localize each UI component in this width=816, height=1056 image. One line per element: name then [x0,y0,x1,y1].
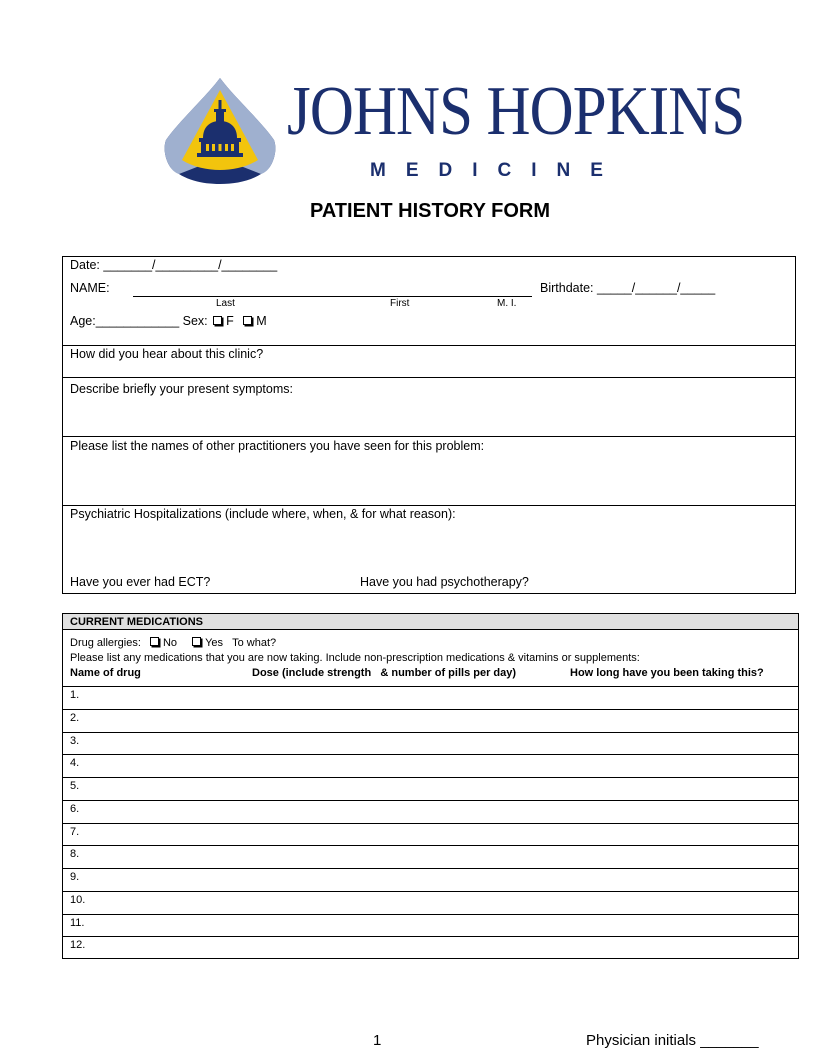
medication-row-number: 3. [70,735,80,747]
date-field[interactable] [70,258,277,272]
org-name: JOHNS HOPKINS [287,73,745,150]
form-title: PATIENT HISTORY FORM [309,200,550,222]
age-sex-row [70,314,267,328]
date-label: Date: [70,258,100,272]
shield-dome-icon [163,76,277,186]
birthdate-field[interactable] [540,281,715,295]
birthdate-label: Birthdate: [540,281,594,295]
allergies-yes-checkbox[interactable] [192,637,201,646]
medication-row-number: 11. [70,917,85,929]
physician-initials[interactable]: Physician initials _______ [586,1032,759,1049]
divider [62,436,796,437]
medications-instruction: Please list any medications that you are now taking. Include non-prescription medications & vitamins or supplements: [70,652,640,664]
column-header-drug-name: Name of drug [70,667,141,679]
clinic-referral-question: How did you hear about this clinic? [70,347,264,361]
medication-row[interactable] [63,687,798,708]
sex-label: Sex: [182,314,208,328]
sex-f-label: F [226,314,234,328]
age-label: Age: [70,314,96,328]
column-header-duration: How long have you been taking this? [570,667,764,679]
medication-row-number: 8. [70,848,80,860]
medication-row[interactable] [63,801,798,822]
medication-row[interactable] [63,869,798,890]
hospitalizations-question: Psychiatric Hospitalizations (include where, when, & for what reason): [70,507,456,521]
medication-row[interactable] [63,937,798,958]
name-input-line[interactable] [133,296,532,297]
age-blank[interactable]: ____________ [95,314,180,328]
org-subtitle: MEDICINE [370,160,623,181]
medication-row[interactable] [63,778,798,799]
allergies-no-label: No [162,637,178,649]
ect-question: Have you ever had ECT? [70,575,211,589]
first-name-caption: First [390,298,410,309]
medication-row-number: 7. [70,826,80,838]
sex-m-label: M [256,314,267,328]
column-header-dose: Dose (include strength & number of pills per day) [252,667,517,679]
sex-f-checkbox[interactable] [213,316,222,325]
medication-row[interactable] [63,846,798,867]
medication-row[interactable] [63,915,798,936]
sex-m-checkbox[interactable] [243,316,252,325]
medication-row-number: 10. [70,894,86,906]
allergies-to-what: To what? [232,637,277,649]
medication-row[interactable] [63,733,798,754]
symptoms-question: Describe briefly your present symptoms: [70,382,293,396]
allergies-yes-label: Yes [205,637,224,649]
name-label: NAME: [70,281,110,295]
divider [62,505,796,506]
page-number: 1 [373,1032,382,1049]
medication-row-number: 1. [70,689,80,701]
medication-row-number: 9. [70,871,80,883]
middle-initial-caption: M. I. [497,298,517,309]
divider [62,377,796,378]
medication-row-number: 4. [70,757,80,769]
medication-row-number: 12. [70,939,86,951]
medication-row-number: 2. [70,712,80,724]
jhm-logo [163,73,745,186]
medication-row[interactable] [63,824,798,845]
patient-info-section [62,256,796,594]
date-blank[interactable]: _______/_________/________ [103,258,278,272]
drug-allergies-row [70,637,276,649]
birthdate-blank[interactable]: _____/______/_____ [597,281,716,295]
medication-row[interactable] [63,892,798,913]
psychotherapy-question: Have you had psychotherapy? [360,575,529,589]
practitioners-question: Please list the names of other practitioners you have seen for this problem: [70,439,485,453]
medication-row[interactable] [63,710,798,731]
last-name-caption: Last [216,298,235,309]
divider [62,345,796,346]
medications-header: CURRENT MEDICATIONS [63,614,798,630]
allergies-no-checkbox[interactable] [150,637,159,646]
medication-row-number: 5. [70,780,80,792]
drug-allergies-label: Drug allergies: [70,637,141,649]
medication-row[interactable] [63,755,798,776]
medication-row-number: 6. [70,803,80,815]
